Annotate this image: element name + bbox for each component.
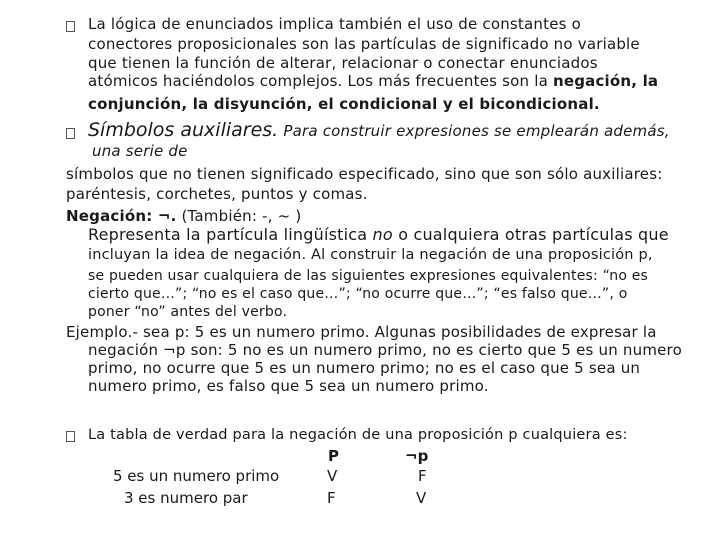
p3-line-1: símbolos que no tienen significado especificado, sino que son sólo auxiliares: — [66, 165, 663, 183]
negation-label: Negación: ¬. — [66, 207, 177, 225]
negation-heading — [66, 208, 301, 225]
bullet-icon — [66, 431, 75, 442]
truth-table-row-label: 3 es numero par — [124, 489, 248, 507]
truth-table-intro: La tabla de verdad para la negación de una proposición p cualquiera es: — [88, 427, 628, 443]
p1-line-2: conectores proposicionales son las partículas de significado no variable — [88, 35, 640, 53]
truth-table-header-np: ¬p — [405, 447, 429, 465]
p1-line-1: La lógica de enunciados implica también el uso de constantes o — [88, 15, 581, 33]
negation-line-5: poner “no” antes del verbo. — [88, 304, 288, 320]
negation-also: (También: -, ~ ) — [181, 207, 302, 225]
negation-line-1a: Representa la partícula lingüística — [88, 225, 368, 244]
negation-line-3: se pueden usar cualquiera de las siguientes expresiones equivalentes: “no es — [88, 268, 649, 284]
truth-table-cell: V — [416, 489, 427, 507]
p2-rest: Para construir expresiones se emplearán además, — [283, 122, 670, 140]
p2-line-1 — [88, 119, 670, 141]
p2-heading: Símbolos auxiliares. — [88, 119, 279, 141]
p3-line-2: paréntesis, corchetes, puntos y comas. — [66, 185, 368, 203]
negation-line-2: incluyan la idea de negación. Al construir la negación de una proposición p, — [88, 247, 653, 263]
p1-bold-end: negación, la — [552, 72, 659, 90]
truth-table-cell: F — [327, 489, 336, 507]
example-line-1: Ejemplo.- sea p: 5 es un numero primo. Algunas posibilidades de expresar la — [66, 323, 657, 341]
p1-bold-line: conjunción, la disyunción, el condicional y el bicondicional. — [88, 95, 600, 113]
p1-line-4-text: atómicos haciéndolos complejos. Los más frecuentes son la — [88, 72, 548, 90]
truth-table-header-p: P — [328, 447, 339, 465]
p1-line-3: que tienen la función de alterar, relacionar o conectar enunciados — [88, 54, 598, 72]
truth-table-row-label: 5 es un numero primo — [113, 467, 280, 485]
truth-table-cell: V — [327, 467, 338, 485]
example-line-4: numero primo, es falso que 5 sea un numero primo. — [88, 377, 489, 395]
example-line-3: primo, no ocurre que 5 es un numero primo; no es el caso que 5 sea un — [88, 359, 641, 377]
example-line-2: negación ¬p son: 5 no es un numero primo, no es cierto que 5 es un numero — [88, 341, 682, 359]
negation-line-1b: o cualquiera otras partículas que — [398, 225, 669, 244]
negation-line-4: cierto que…”; “no es el caso que…”; “no ocurre que…”; “es falso que…”, o — [88, 286, 628, 302]
bullet-icon — [66, 128, 75, 139]
p1-line-4 — [88, 73, 658, 90]
negation-no: no — [372, 225, 393, 244]
truth-table-cell: F — [418, 467, 427, 485]
negation-line-1 — [88, 226, 669, 243]
p2-line-2: una serie de — [92, 142, 188, 160]
bullet-icon — [66, 21, 75, 32]
